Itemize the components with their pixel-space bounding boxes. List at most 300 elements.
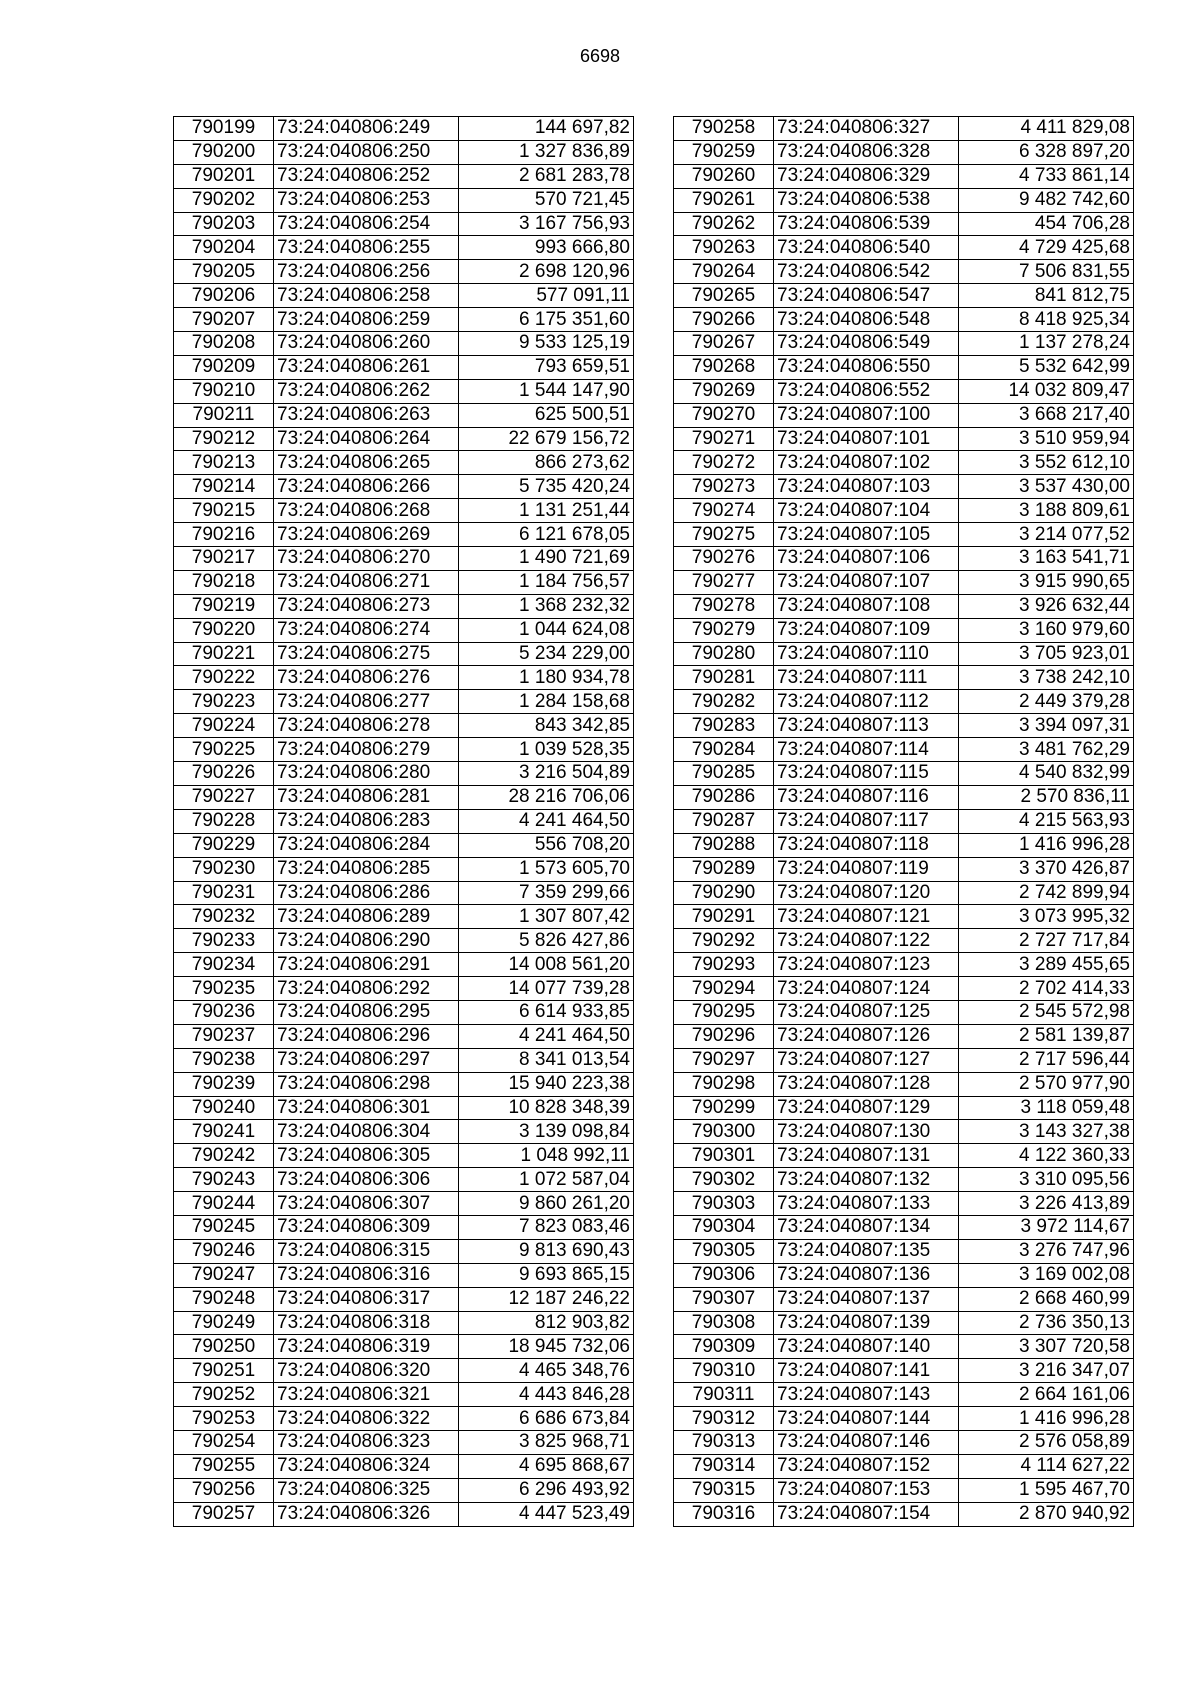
page-number: 6698 [579,46,621,66]
table-row [174,1335,634,1359]
cadastral-number: 73:24:040806:261 [274,355,459,379]
cadastral-number: 73:24:040807:103 [774,475,959,499]
table-row [174,594,634,618]
cadastral-number: 73:24:040806:304 [274,1120,459,1144]
cadastral-number: 73:24:040807:107 [774,570,959,594]
row-number: 790258 [674,117,774,141]
row-number: 790268 [674,355,774,379]
cadastral-number: 73:24:040807:133 [774,1192,959,1216]
cadastral-value: 454 706,28 [959,212,1134,236]
cadastral-value: 4 443 846,28 [459,1383,634,1407]
cadastral-number: 73:24:040806:296 [274,1024,459,1048]
row-number: 790204 [174,236,274,260]
row-number: 790243 [174,1168,274,1192]
table-row [174,857,634,881]
cadastral-value: 1 184 756,57 [459,570,634,594]
cadastral-value: 2 570 977,90 [959,1072,1134,1096]
cadastral-number: 73:24:040806:277 [274,690,459,714]
row-number: 790262 [674,212,774,236]
cadastral-value: 3 552 612,10 [959,451,1134,475]
table-row [674,332,1134,356]
row-number: 790209 [174,355,274,379]
cadastral-number: 73:24:040806:547 [774,284,959,308]
cadastral-value: 843 342,85 [459,714,634,738]
cadastral-value: 9 813 690,43 [459,1239,634,1263]
cadastral-value: 9 533 125,19 [459,332,634,356]
row-number: 790241 [174,1120,274,1144]
cadastral-value: 6 614 933,85 [459,1000,634,1024]
cadastral-number: 73:24:040806:325 [274,1478,459,1502]
row-number: 790277 [674,570,774,594]
cadastral-number: 73:24:040807:113 [774,714,959,738]
cadastral-number: 73:24:040806:305 [274,1144,459,1168]
cadastral-value: 1 544 147,90 [459,379,634,403]
table-row [674,642,1134,666]
row-number: 790257 [174,1502,274,1526]
row-number: 790291 [674,905,774,929]
row-number: 790217 [174,547,274,571]
table-row [674,140,1134,164]
cadastral-value: 1 039 528,35 [459,738,634,762]
cadastral-number: 73:24:040807:119 [774,857,959,881]
row-number: 790250 [174,1335,274,1359]
cadastral-value: 3 510 959,94 [959,427,1134,451]
registry-table-right [673,116,1134,1527]
cadastral-number: 73:24:040807:140 [774,1335,959,1359]
cadastral-value: 1 416 996,28 [959,1407,1134,1431]
cadastral-value: 2 727 717,84 [959,929,1134,953]
cadastral-number: 73:24:040806:253 [274,188,459,212]
cadastral-number: 73:24:040806:262 [274,379,459,403]
table-row [174,1454,634,1478]
table-row [174,1478,634,1502]
cadastral-value: 4 447 523,49 [459,1502,634,1526]
row-number: 790316 [674,1502,774,1526]
cadastral-number: 73:24:040806:327 [774,117,959,141]
cadastral-number: 73:24:040806:542 [774,260,959,284]
cadastral-number: 73:24:040807:146 [774,1430,959,1454]
cadastral-number: 73:24:040807:124 [774,977,959,1001]
row-number: 790216 [174,523,274,547]
cadastral-number: 73:24:040807:135 [774,1239,959,1263]
cadastral-value: 2 681 283,78 [459,164,634,188]
table-row [174,499,634,523]
cadastral-number: 73:24:040807:105 [774,523,959,547]
table-row [174,977,634,1001]
cadastral-number: 73:24:040807:143 [774,1383,959,1407]
cadastral-number: 73:24:040806:279 [274,738,459,762]
cadastral-value: 6 121 678,05 [459,523,634,547]
cadastral-number: 73:24:040807:139 [774,1311,959,1335]
table-row [174,164,634,188]
table-row [674,499,1134,523]
table-row [174,618,634,642]
row-number: 790228 [174,809,274,833]
cadastral-value: 2 570 836,11 [959,785,1134,809]
row-number: 790227 [174,785,274,809]
cadastral-value: 3 226 413,89 [959,1192,1134,1216]
table-row [674,355,1134,379]
cadastral-value: 3 310 095,56 [959,1168,1134,1192]
cadastral-number: 73:24:040807:129 [774,1096,959,1120]
row-number: 790308 [674,1311,774,1335]
cadastral-number: 73:24:040806:291 [274,953,459,977]
table-row [674,1359,1134,1383]
cadastral-value: 1 573 605,70 [459,857,634,881]
cadastral-number: 73:24:040807:120 [774,881,959,905]
row-number: 790252 [174,1383,274,1407]
cadastral-value: 14 032 809,47 [959,379,1134,403]
cadastral-number: 73:24:040806:283 [274,809,459,833]
table-row [674,833,1134,857]
row-number: 790266 [674,308,774,332]
table-row [674,403,1134,427]
cadastral-value: 841 812,75 [959,284,1134,308]
table-row [674,1430,1134,1454]
row-number: 790281 [674,666,774,690]
table-row [674,809,1134,833]
table-row [174,1383,634,1407]
cadastral-number: 73:24:040807:134 [774,1215,959,1239]
table-row [174,714,634,738]
cadastral-value: 2 870 940,92 [959,1502,1134,1526]
cadastral-value: 1 307 807,42 [459,905,634,929]
row-number: 790233 [174,929,274,953]
row-number: 790313 [674,1430,774,1454]
row-number: 790256 [174,1478,274,1502]
cadastral-value: 5 532 642,99 [959,355,1134,379]
cadastral-number: 73:24:040806:315 [274,1239,459,1263]
row-number: 790248 [174,1287,274,1311]
cadastral-number: 73:24:040807:106 [774,547,959,571]
row-number: 790218 [174,570,274,594]
cadastral-value: 2 576 058,89 [959,1430,1134,1454]
row-number: 790206 [174,284,274,308]
cadastral-value: 2 545 572,98 [959,1000,1134,1024]
cadastral-value: 1 490 721,69 [459,547,634,571]
row-number: 790304 [674,1215,774,1239]
row-number: 790315 [674,1478,774,1502]
cadastral-value: 4 122 360,33 [959,1144,1134,1168]
cadastral-value: 3 972 114,67 [959,1215,1134,1239]
table-row [674,1000,1134,1024]
cadastral-value: 3 307 720,58 [959,1335,1134,1359]
cadastral-number: 73:24:040806:297 [274,1048,459,1072]
table-row [174,905,634,929]
cadastral-number: 73:24:040806:274 [274,618,459,642]
table-row [174,403,634,427]
table-row [174,1311,634,1335]
cadastral-value: 8 418 925,34 [959,308,1134,332]
cadastral-number: 73:24:040806:286 [274,881,459,905]
table-row [174,1168,634,1192]
row-number: 790275 [674,523,774,547]
table-row [174,1072,634,1096]
row-number: 790292 [674,929,774,953]
cadastral-value: 1 368 232,32 [459,594,634,618]
table-row [674,1072,1134,1096]
cadastral-number: 73:24:040806:552 [774,379,959,403]
cadastral-number: 73:24:040806:309 [274,1215,459,1239]
cadastral-number: 73:24:040806:320 [274,1359,459,1383]
table-row [674,618,1134,642]
table-row [674,1120,1134,1144]
cadastral-value: 28 216 706,06 [459,785,634,809]
row-number: 790274 [674,499,774,523]
table-row [174,1502,634,1526]
table-row [174,1263,634,1287]
table-row [174,355,634,379]
row-number: 790285 [674,762,774,786]
cadastral-number: 73:24:040807:112 [774,690,959,714]
row-number: 790283 [674,714,774,738]
row-number: 790289 [674,857,774,881]
cadastral-value: 1 284 158,68 [459,690,634,714]
cadastral-number: 73:24:040807:121 [774,905,959,929]
cadastral-number: 73:24:040806:270 [274,547,459,571]
cadastral-number: 73:24:040807:109 [774,618,959,642]
table-row [174,260,634,284]
cadastral-number: 73:24:040806:539 [774,212,959,236]
row-number: 790223 [174,690,274,714]
cadastral-value: 4 241 464,50 [459,1024,634,1048]
row-number: 790267 [674,332,774,356]
row-number: 790301 [674,1144,774,1168]
cadastral-number: 73:24:040807:118 [774,833,959,857]
table-row [174,332,634,356]
row-number: 790255 [174,1454,274,1478]
cadastral-value: 3 481 762,29 [959,738,1134,762]
row-number: 790239 [174,1072,274,1096]
cadastral-value: 1 131 251,44 [459,499,634,523]
cadastral-number: 73:24:040806:319 [274,1335,459,1359]
table-row [674,977,1134,1001]
table-row [674,1383,1134,1407]
cadastral-number: 73:24:040807:132 [774,1168,959,1192]
table-row [674,117,1134,141]
row-number: 790290 [674,881,774,905]
row-number: 790253 [174,1407,274,1431]
cadastral-value: 1 044 624,08 [459,618,634,642]
cadastral-number: 73:24:040807:154 [774,1502,959,1526]
cadastral-value: 1 327 836,89 [459,140,634,164]
table-row [174,785,634,809]
cadastral-number: 73:24:040806:326 [274,1502,459,1526]
cadastral-value: 4 695 868,67 [459,1454,634,1478]
row-number: 790213 [174,451,274,475]
row-number: 790265 [674,284,774,308]
cadastral-number: 73:24:040806:324 [274,1454,459,1478]
cadastral-number: 73:24:040806:281 [274,785,459,809]
row-number: 790298 [674,1072,774,1096]
table-row [174,308,634,332]
table-row [174,738,634,762]
cadastral-number: 73:24:040806:323 [274,1430,459,1454]
row-number: 790271 [674,427,774,451]
row-number: 790287 [674,809,774,833]
table-row [674,451,1134,475]
cadastral-number: 73:24:040806:298 [274,1072,459,1096]
table-row [674,547,1134,571]
cadastral-value: 144 697,82 [459,117,634,141]
cadastral-number: 73:24:040806:316 [274,1263,459,1287]
row-number: 790201 [174,164,274,188]
cadastral-value: 3 276 747,96 [959,1239,1134,1263]
cadastral-number: 73:24:040807:137 [774,1287,959,1311]
table-row [674,236,1134,260]
table-row [174,1048,634,1072]
cadastral-number: 73:24:040806:250 [274,140,459,164]
cadastral-value: 6 328 897,20 [959,140,1134,164]
cadastral-number: 73:24:040806:264 [274,427,459,451]
row-number: 790295 [674,1000,774,1024]
row-number: 790222 [174,666,274,690]
cadastral-value: 4 215 563,93 [959,809,1134,833]
row-number: 790236 [174,1000,274,1024]
cadastral-number: 73:24:040807:136 [774,1263,959,1287]
cadastral-value: 1 048 992,11 [459,1144,634,1168]
row-number: 790288 [674,833,774,857]
cadastral-number: 73:24:040806:273 [274,594,459,618]
cadastral-value: 5 826 427,86 [459,929,634,953]
cadastral-value: 3 214 077,52 [959,523,1134,547]
cadastral-value: 3 143 327,38 [959,1120,1134,1144]
cadastral-number: 73:24:040806:328 [774,140,959,164]
table-row [174,642,634,666]
cadastral-number: 73:24:040806:550 [774,355,959,379]
cadastral-value: 6 296 493,92 [459,1478,634,1502]
cadastral-value: 3 216 504,89 [459,762,634,786]
cadastral-number: 73:24:040807:123 [774,953,959,977]
cadastral-value: 3 537 430,00 [959,475,1134,499]
row-number: 790210 [174,379,274,403]
cadastral-value: 5 234 229,00 [459,642,634,666]
row-number: 790238 [174,1048,274,1072]
cadastral-value: 7 359 299,66 [459,881,634,905]
table-row [174,833,634,857]
cadastral-number: 73:24:040807:108 [774,594,959,618]
table-row [674,427,1134,451]
row-number: 790244 [174,1192,274,1216]
registry-table-left [173,116,634,1527]
row-number: 790212 [174,427,274,451]
cadastral-number: 73:24:040807:130 [774,1120,959,1144]
row-number: 790230 [174,857,274,881]
table-row [674,929,1134,953]
table-row [674,570,1134,594]
cadastral-number: 73:24:040807:153 [774,1478,959,1502]
cadastral-number: 73:24:040806:263 [274,403,459,427]
cadastral-value: 7 506 831,55 [959,260,1134,284]
table-row [674,1096,1134,1120]
row-number: 790240 [174,1096,274,1120]
table-row [674,260,1134,284]
row-number: 790261 [674,188,774,212]
cadastral-value: 1 416 996,28 [959,833,1134,857]
cadastral-value: 2 717 596,44 [959,1048,1134,1072]
table-row [674,666,1134,690]
row-number: 790242 [174,1144,274,1168]
cadastral-number: 73:24:040806:260 [274,332,459,356]
table-row [674,953,1134,977]
cadastral-number: 73:24:040806:548 [774,308,959,332]
table-row [674,1502,1134,1526]
cadastral-number: 73:24:040806:285 [274,857,459,881]
row-number: 790303 [674,1192,774,1216]
table-row [174,762,634,786]
cadastral-number: 73:24:040806:295 [274,1000,459,1024]
table-row [674,1287,1134,1311]
table-row [174,1407,634,1431]
cadastral-value: 3 216 347,07 [959,1359,1134,1383]
table-row [674,1215,1134,1239]
table-row [674,1478,1134,1502]
table-row [674,475,1134,499]
cadastral-value: 8 341 013,54 [459,1048,634,1072]
row-number: 790245 [174,1215,274,1239]
row-number: 790269 [674,379,774,403]
cadastral-number: 73:24:040806:280 [274,762,459,786]
cadastral-number: 73:24:040806:268 [274,499,459,523]
table-row [174,1120,634,1144]
cadastral-value: 556 708,20 [459,833,634,857]
table-row [174,666,634,690]
cadastral-number: 73:24:040807:131 [774,1144,959,1168]
table-row [674,523,1134,547]
cadastral-number: 73:24:040806:306 [274,1168,459,1192]
cadastral-number: 73:24:040806:289 [274,905,459,929]
cadastral-value: 4 411 829,08 [959,117,1134,141]
table-row [174,929,634,953]
table-row [174,1024,634,1048]
row-number: 790203 [174,212,274,236]
row-number: 790264 [674,260,774,284]
table-row [174,188,634,212]
table-row [174,140,634,164]
table-row [674,1335,1134,1359]
table-row [174,523,634,547]
table-row [174,475,634,499]
table-row [174,953,634,977]
table-row [674,379,1134,403]
cadastral-value: 9 693 865,15 [459,1263,634,1287]
row-number: 790263 [674,236,774,260]
cadastral-value: 4 114 627,22 [959,1454,1134,1478]
row-number: 790232 [174,905,274,929]
row-number: 790260 [674,164,774,188]
cadastral-value: 9 482 742,60 [959,188,1134,212]
row-number: 790224 [174,714,274,738]
row-number: 790300 [674,1120,774,1144]
table-row [174,284,634,308]
row-number: 790312 [674,1407,774,1431]
cadastral-number: 73:24:040807:116 [774,785,959,809]
row-number: 790314 [674,1454,774,1478]
row-number: 790214 [174,475,274,499]
cadastral-number: 73:24:040807:115 [774,762,959,786]
table-row [174,379,634,403]
row-number: 790200 [174,140,274,164]
cadastral-number: 73:24:040806:256 [274,260,459,284]
row-number: 790208 [174,332,274,356]
cadastral-number: 73:24:040807:125 [774,1000,959,1024]
row-number: 790297 [674,1048,774,1072]
cadastral-number: 73:24:040806:301 [274,1096,459,1120]
row-number: 790296 [674,1024,774,1048]
row-number: 790229 [174,833,274,857]
cadastral-number: 73:24:040806:321 [274,1383,459,1407]
table-row [174,809,634,833]
